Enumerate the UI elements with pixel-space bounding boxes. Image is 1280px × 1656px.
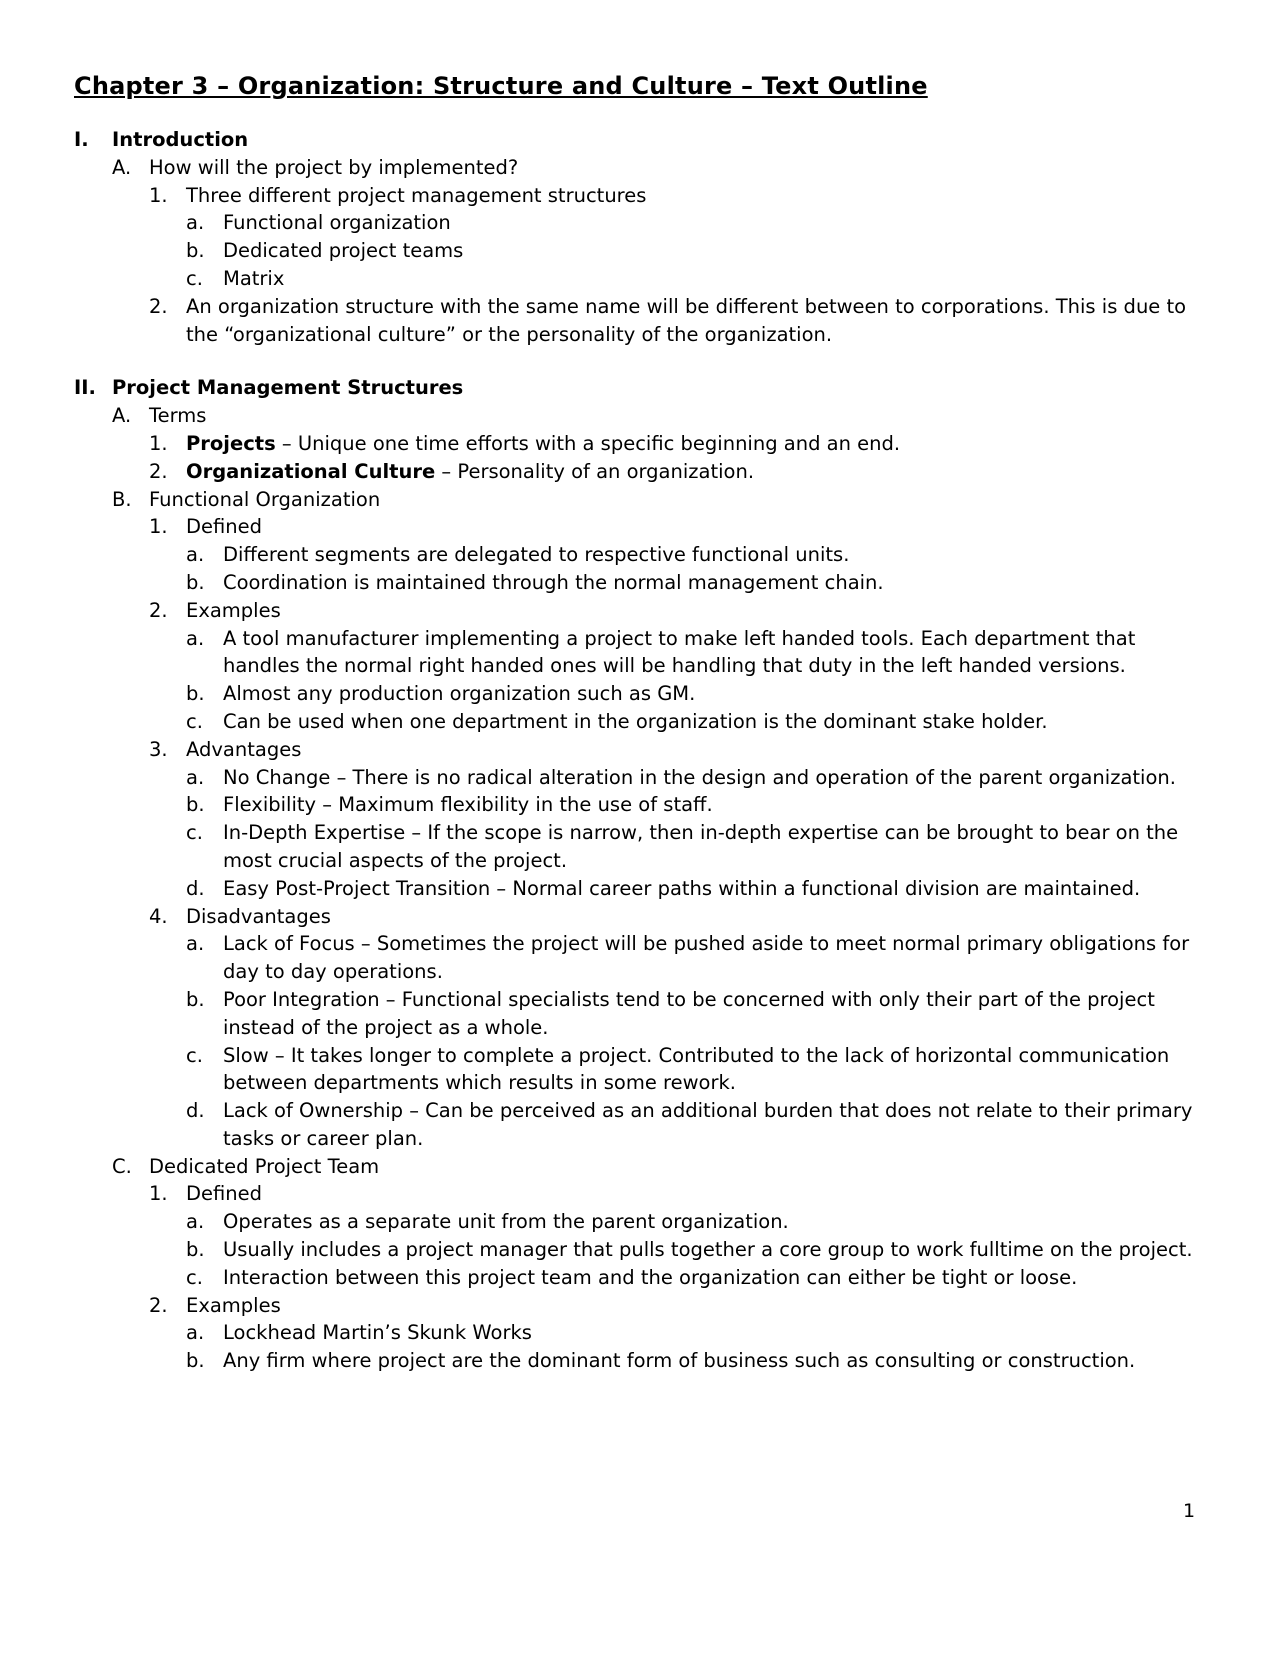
outline-item-label: c.: [186, 1265, 203, 1289]
outline-item: [74, 875, 1204, 903]
outline-item-text: Lockhead Martin’s Skunk Works: [223, 1321, 532, 1345]
outline-item: [74, 1042, 1204, 1098]
outline-item-text: Functional organization: [223, 211, 451, 235]
outline-item-label: a.: [186, 932, 205, 956]
page-number: 1: [1183, 1500, 1196, 1522]
outline-item-text: In-Depth Expertise – If the scope is narrow, then in-depth expertise can be brought to bear on the most crucial aspects of the project.: [223, 821, 1179, 872]
page-title: Chapter 3 – Organization: Structure and Culture – Text Outline: [74, 72, 928, 100]
outline-item-text: Any firm where project are the dominant form of business such as consulting or construction.: [223, 1349, 1136, 1373]
outline-item-label: 4.: [149, 904, 168, 928]
outline-item-text: An organization structure with the same name will be different between to corporations. This is due to the “organizational culture” or the personality of the organization.: [186, 294, 1187, 346]
outline-item-text: Project Management Structures: [112, 376, 464, 400]
outline-item: [74, 1264, 1204, 1292]
outline-item: [74, 182, 1204, 210]
outline-item-text: Coordination is maintained through the normal management chain.: [223, 570, 884, 594]
outline-item-text: Interaction between this project team and the organization can either be tight or loose.: [223, 1265, 1078, 1289]
section-spacer: [74, 348, 1204, 374]
outline-item-text: Defined: [186, 1182, 263, 1206]
outline-item-label: a.: [186, 1210, 205, 1234]
outline-item-label: a.: [186, 1321, 205, 1345]
outline-item-text: Dedicated Project Team: [149, 1154, 380, 1178]
outline-item-label: b.: [186, 1349, 205, 1373]
outline-item: [74, 819, 1204, 875]
outline-item: [74, 209, 1204, 237]
outline-item-label: C.: [112, 1154, 132, 1178]
outline-item-text: A tool manufacturer implementing a project to make left handed tools. Each department that handles the normal right handed ones will be handling that duty in the left handed versions.: [223, 626, 1136, 678]
outline-item-label: c.: [186, 266, 203, 290]
outline-item: [74, 1097, 1204, 1153]
outline-item: [74, 458, 1204, 486]
outline-item-text: Different segments are delegated to respective functional units.: [223, 543, 850, 567]
outline-item-label: a.: [186, 765, 205, 789]
outline-item: [74, 265, 1204, 293]
outline-item: [74, 625, 1204, 681]
outline-item-definition: – Personality of an organization.: [435, 459, 755, 483]
outline-item-text: Slow – It takes longer to complete a project. Contributed to the lack of horizontal communication between departments which results in some rework.: [223, 1043, 1170, 1095]
outline-item-label: I.: [74, 128, 89, 151]
outline-item: [74, 237, 1204, 265]
outline-item-text: Poor Integration – Functional specialists tend to be concerned with only their part of the project instead of the project as a whole.: [223, 987, 1155, 1039]
outline-item-label: A.: [112, 404, 132, 428]
outline-item: [74, 293, 1204, 349]
outline-item-label: a.: [186, 211, 205, 235]
outline-item-text: Disadvantages: [186, 904, 331, 928]
outline-item-text: Can be used when one department in the organization is the dominant stake holder.: [223, 709, 1048, 733]
outline-item-text: Dedicated project teams: [223, 239, 464, 263]
outline-item: [74, 513, 1204, 541]
outline-item-label: c.: [186, 709, 203, 733]
outline-item: [74, 791, 1204, 819]
outline-item-label: 2.: [149, 459, 168, 483]
outline-item-text: Matrix: [223, 266, 285, 290]
outline-item-label: B.: [112, 487, 132, 511]
outline-item-label: 1.: [149, 431, 168, 455]
outline-item-text: Lack of Focus – Sometimes the project will be pushed aside to meet normal primary obligations for day to day operations.: [223, 932, 1190, 984]
outline-item-label: b.: [186, 793, 205, 817]
outline-item-text: Examples: [186, 598, 281, 622]
outline-item-text: Introduction: [112, 128, 249, 151]
outline-item: [74, 1180, 1204, 1208]
outline-item-label: 2.: [149, 1293, 168, 1317]
outline-item: [74, 680, 1204, 708]
outline-item-label: 1.: [149, 1182, 168, 1206]
outline-item-text: Examples: [186, 1293, 281, 1317]
outline-item-text: [186, 430, 1204, 458]
outline-item: [74, 903, 1204, 931]
outline-item-text: Flexibility – Maximum flexibility in the use of staff.: [223, 793, 713, 817]
outline-item: [74, 930, 1204, 986]
outline-item-label: A.: [112, 155, 132, 179]
outline-item: [74, 736, 1204, 764]
outline-item-label: 1.: [149, 183, 168, 207]
outline-item-text: Usually includes a project manager that pulls together a core group to work fulltime on the project.: [223, 1238, 1193, 1262]
outline-item-label: d.: [186, 876, 205, 900]
outline-item: [74, 1153, 1204, 1181]
outline-item-text: Operates as a separate unit from the parent organization.: [223, 1210, 789, 1234]
outline-item: [74, 430, 1204, 458]
outline-item: [74, 597, 1204, 625]
outline-item-label: a.: [186, 626, 205, 650]
outline-item-text: Almost any production organization such as GM.: [223, 682, 696, 706]
outline-item-text: Easy Post-Project Transition – Normal career paths within a functional division are maintained.: [223, 876, 1141, 900]
outline-item: [74, 402, 1204, 430]
outline-item-label: II.: [74, 376, 96, 400]
outline-item-label: 1.: [149, 515, 168, 539]
section-heading: [74, 126, 1204, 154]
outline-item-label: b.: [186, 682, 205, 706]
outline-item: [74, 986, 1204, 1042]
outline-item-label: d.: [186, 1099, 205, 1123]
outline-item-text: Lack of Ownership – Can be perceived as an additional burden that does not relate to their primary tasks or career plan.: [223, 1099, 1193, 1150]
outline-item-text: Three different project management structures: [186, 183, 647, 207]
outline-item-text: Advantages: [186, 737, 302, 761]
outline-item-text: [186, 458, 1204, 486]
outline-item-term: Organizational Culture: [186, 459, 436, 483]
outline-item-text: Functional Organization: [149, 487, 381, 511]
outline-item: [74, 1319, 1204, 1347]
outline-item-label: 2.: [149, 598, 168, 622]
outline-item: [74, 1292, 1204, 1320]
outline-item-label: a.: [186, 543, 205, 567]
outline-item: [74, 569, 1204, 597]
outline-item: [74, 1208, 1204, 1236]
outline-item: [74, 1347, 1204, 1375]
outline-item-term: Projects: [186, 431, 276, 455]
outline-item-definition: – Unique one time efforts with a specific beginning and an end.: [275, 431, 901, 455]
outline-item-label: c.: [186, 821, 203, 845]
outline-item-label: c.: [186, 1043, 203, 1067]
outline-item-label: b.: [186, 987, 205, 1011]
outline-list: [74, 126, 1204, 1375]
section-heading: [74, 374, 1204, 402]
outline-item: [74, 541, 1204, 569]
outline-item-text: Defined: [186, 515, 263, 539]
outline-item-label: b.: [186, 239, 205, 263]
outline-item-text: No Change – There is no radical alteration in the design and operation of the parent organization.: [223, 765, 1176, 789]
outline-item: [74, 486, 1204, 514]
outline-item-label: 2.: [149, 294, 168, 318]
outline-item: [74, 764, 1204, 792]
outline-item-text: Terms: [149, 404, 207, 428]
outline-item-text: How will the project by implemented?: [149, 155, 519, 179]
outline-item-label: 3.: [149, 737, 168, 761]
outline-item: [74, 708, 1204, 736]
outline-item: [74, 1236, 1204, 1264]
outline-item-label: b.: [186, 570, 205, 594]
outline-item-label: b.: [186, 1238, 205, 1262]
outline-item: [74, 154, 1204, 182]
